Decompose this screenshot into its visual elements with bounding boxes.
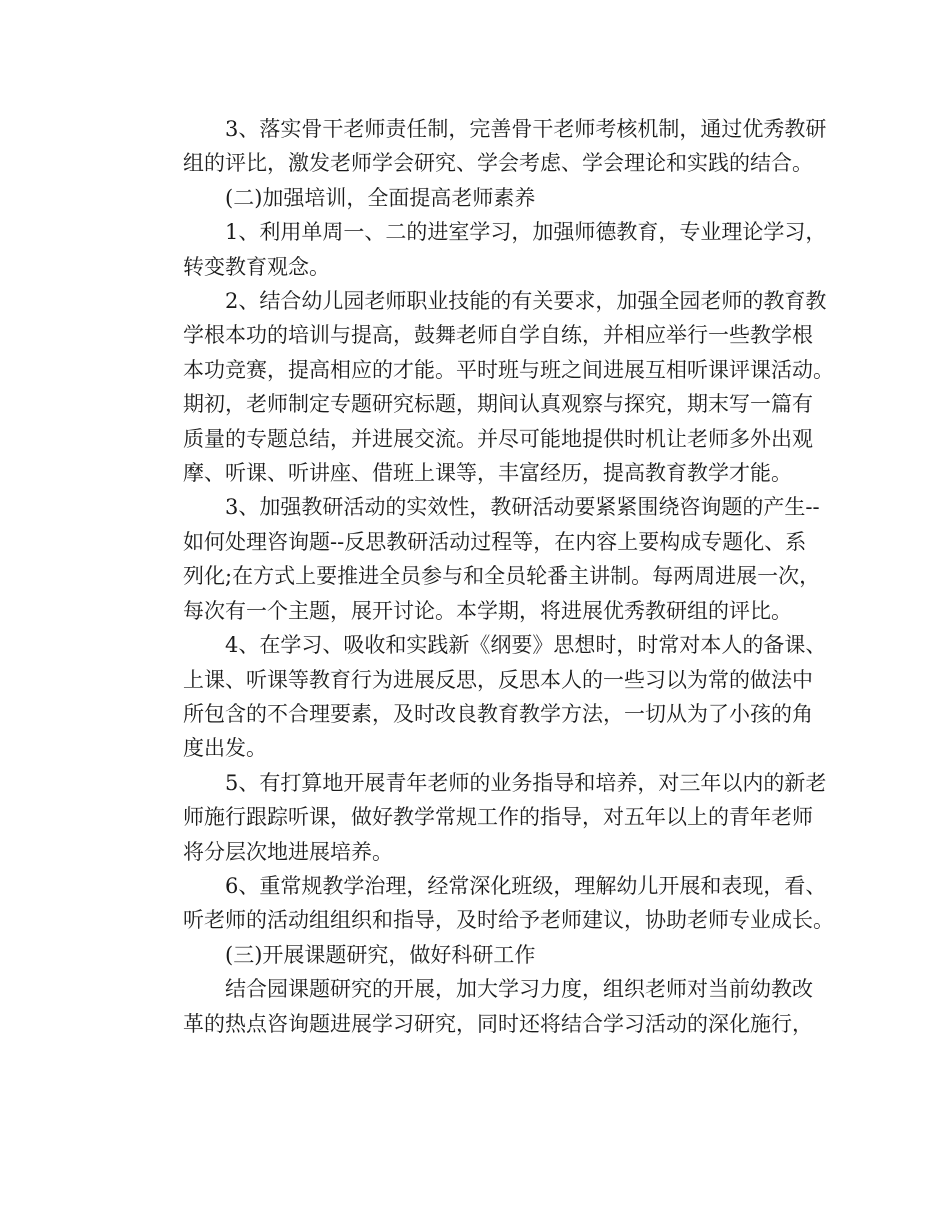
text-line: 学根本功的培训与提高，鼓舞老师自学自练，并相应举行一些教学根 <box>183 323 813 348</box>
text-line: 上课、听课等教育行为进展反思，反思本人的一些习以为常的做法中 <box>183 667 813 692</box>
text-line: 组的评比，激发老师学会研究、学会考虑、学会理论和实践的结合。 <box>183 151 813 176</box>
text-line: 6、重常规教学治理，经常深化班级，理解幼儿开展和表现，看、 <box>225 873 827 898</box>
document-body <box>141 112 834 1041</box>
paragraph-skills <box>141 284 834 490</box>
text-line: 每次有一个主题，展开讨论。本学期，将进展优秀教研组的评比。 <box>183 598 792 623</box>
text-line: 转变教育观念。 <box>183 254 330 279</box>
text-line: 度出发。 <box>183 736 267 761</box>
text-line: 结合园课题研究的开展，加大学习力度，组织老师对当前幼教改 <box>225 977 813 1002</box>
text-line: 期初，老师制定专题研究标题，期间认真观察与探究，期末写一篇有 <box>183 392 813 417</box>
text-line: 所包含的不合理要素，及时改良教育教学方法，一切从为了小孩的角 <box>183 701 813 726</box>
section-heading-research <box>141 938 811 972</box>
text-line: 3、落实骨干老师责任制，完善骨干老师考核机制，通过优秀教研 <box>225 117 827 141</box>
text-line: 本功竞赛，提高相应的才能。平时班与班之间进展互相听课评课活动。 <box>183 357 834 382</box>
paragraph-reflection <box>141 628 827 766</box>
text-line: 听老师的活动组组织和指导，及时给予老师建议，协助老师专业成长。 <box>183 908 834 933</box>
text-line: 将分层次地进展培养。 <box>183 839 393 864</box>
section-heading-training <box>141 181 811 215</box>
text-line: 革的热点咨询题进展学习研究，同时还将结合学习活动的深化施行， <box>183 1011 813 1036</box>
text-line: 4、在学习、吸收和实践新《纲要》思想时，时常对本人的备课、 <box>225 633 827 658</box>
text-line: 列化;在方式上要推进全员参与和全员轮番主讲制。每两周进展一次， <box>183 564 821 589</box>
text-line: (二)加强培训，全面提高老师素养 <box>225 185 536 210</box>
text-line: 师施行跟踪听课，做好教学常规工作的指导，对五年以上的青年老师 <box>183 805 813 830</box>
text-line: 如何处理咨询题--反思教研活动过程等，在内容上要构成专题化、系 <box>183 529 807 554</box>
paragraph-research-activities <box>141 490 821 628</box>
paragraph-responsibility <box>141 112 827 181</box>
paragraph-management <box>141 869 834 938</box>
text-line: 3、加强教研活动的实效性，教研活动要紧紧围绕咨询题的产生-- <box>225 495 820 520</box>
text-line: 2、结合幼儿园老师职业技能的有关要求，加强全园老师的教育教 <box>225 289 827 314</box>
text-line: 5、有打算地开展青年老师的业务指导和培养，对三年以内的新老 <box>225 770 827 795</box>
text-line: (三)开展课题研究，做好科研工作 <box>225 942 536 967</box>
text-line: 1、利用单周一、二的进室学习，加强师德教育，专业理论学习， <box>225 220 827 245</box>
text-line: 质量的专题总结，并进展交流。并尽可能地提供时机让老师多外出观 <box>183 426 813 451</box>
text-line: 摩、听课、听讲座、借班上课等，丰富经历，提高教育教学才能。 <box>183 461 792 486</box>
paragraph-study <box>141 215 827 284</box>
paragraph-young-teachers <box>141 766 827 869</box>
paragraph-topic-research <box>141 972 811 1041</box>
